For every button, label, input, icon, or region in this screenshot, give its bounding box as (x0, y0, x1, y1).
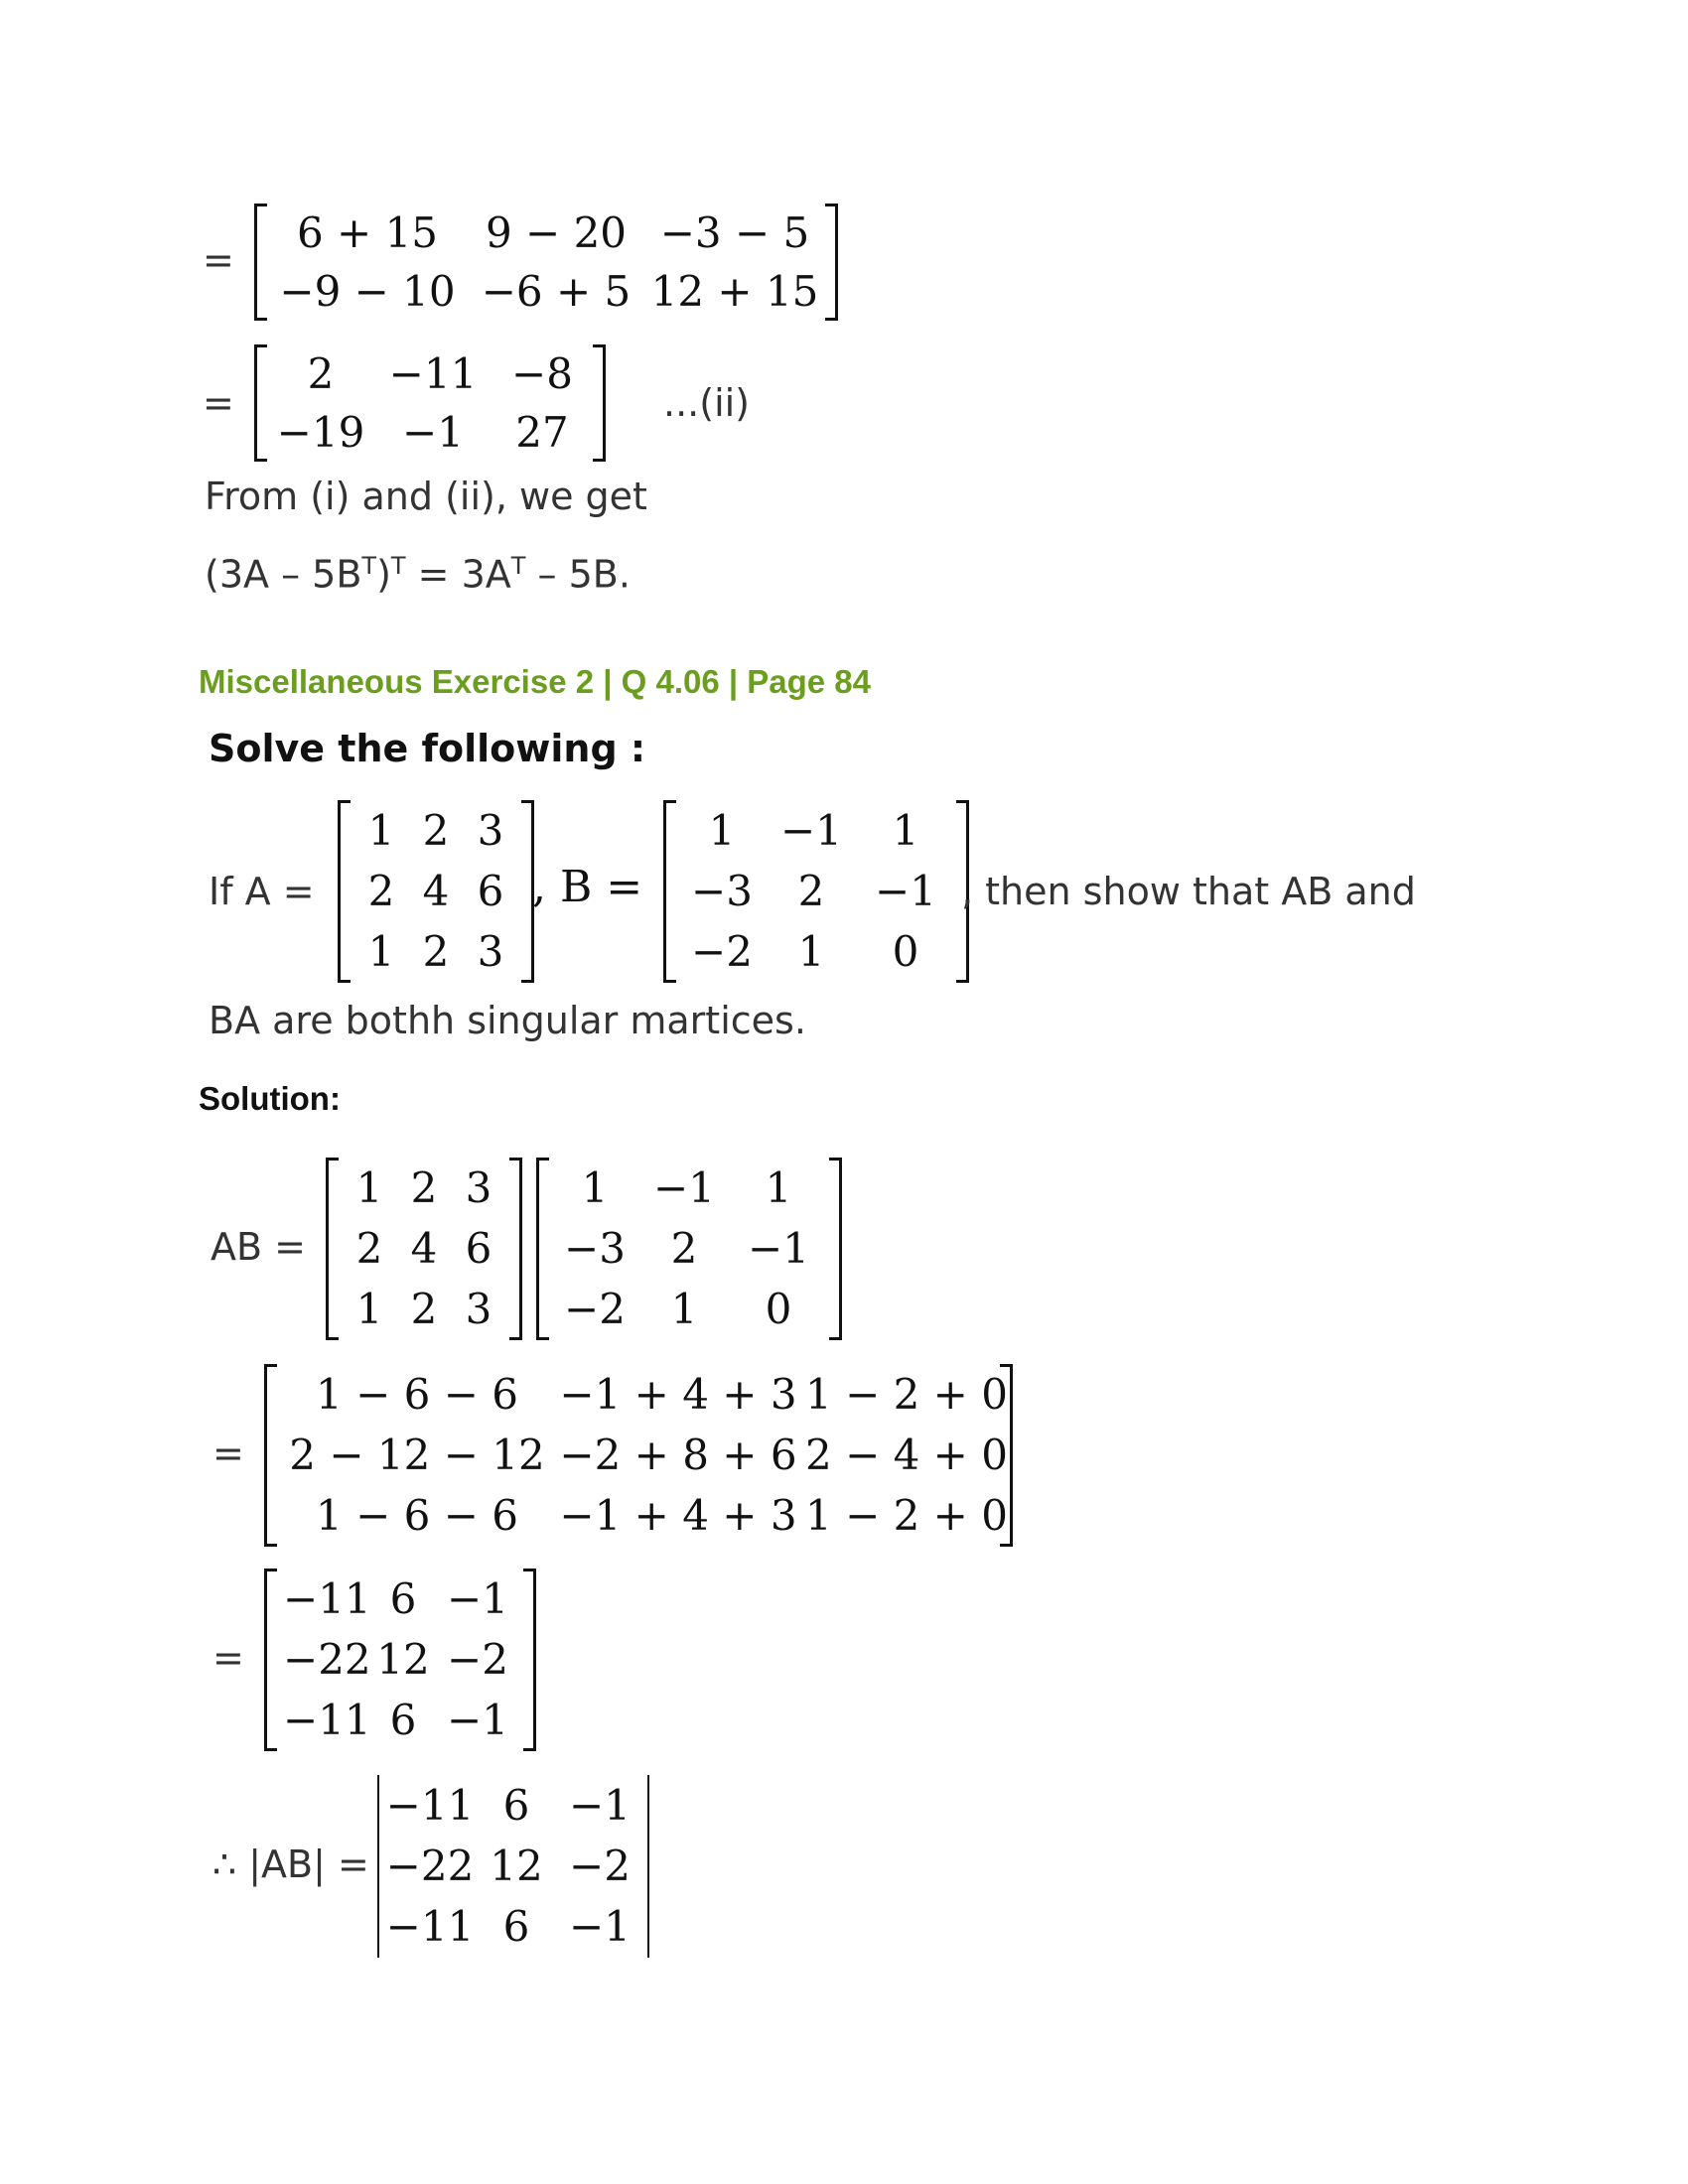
matrix-cell: 3 (465, 1285, 492, 1334)
solution-matrix-a (326, 1158, 522, 1340)
matrix-cell: −1 (569, 1902, 631, 1952)
matrix-cell: 2 (422, 805, 450, 855)
matrix-cell: 9 − 20 (485, 207, 628, 257)
product-result-matrix (264, 1569, 536, 1751)
matrix-cell: −2 (564, 1285, 626, 1334)
matrix-b (663, 800, 969, 983)
matrix-cell: 27 (515, 407, 569, 457)
matrix-cell: 1 − 6 − 6 (316, 1369, 518, 1419)
matrix-cell: −22 (385, 1841, 475, 1890)
matrix-cell: 2 (797, 866, 825, 915)
matrix-cell: −1 (653, 1162, 715, 1212)
section-heading: Miscellaneous Exercise 2 | Q 4.06 | Page 84 (199, 663, 872, 700)
question-line-2: BA are bothh singular martices. (209, 999, 806, 1042)
matrix-cell: 2 − 4 + 0 (805, 1430, 1008, 1479)
matrix-cell: −1 (748, 1223, 809, 1273)
expanded-product-matrix (264, 1364, 1013, 1547)
matrix-cell: 2 (422, 927, 450, 977)
matrix-cell: 6 (465, 1223, 492, 1273)
matrix-cell: 6 (502, 1902, 530, 1952)
matrix-cell: −3 − 5 (659, 207, 810, 257)
matrix-cell: 3 (477, 927, 504, 977)
matrix-cell: 1 (581, 1162, 609, 1212)
ab-label: AB = (211, 1225, 306, 1269)
matrix-cell: 2 (367, 866, 395, 915)
matrix-cell: 6 (389, 1573, 417, 1623)
matrix-cell: 1 (355, 1285, 383, 1334)
matrix-cell: −8 (511, 348, 573, 398)
matrix-cell: 3 (465, 1162, 492, 1212)
matrix-cell: 1 (367, 927, 395, 977)
matrix-cell: 1 (670, 1285, 698, 1334)
equals-sign-1: = (203, 238, 234, 282)
equals-sign-4: = (212, 1636, 244, 1680)
matrix-cell: 3 (477, 805, 504, 855)
matrix-cell: 2 (410, 1162, 438, 1212)
then-text: , then show that AB and (961, 870, 1416, 913)
matrix-cell: −11 (385, 1902, 475, 1952)
if-a-label: If A = (209, 870, 315, 913)
matrix-cell: −6 + 5 (481, 266, 632, 316)
matrix-cell: −1 + 4 + 3 (559, 1491, 797, 1541)
matrix-cell: 0 (765, 1285, 792, 1334)
determinant-ab (377, 1775, 649, 1958)
matrix-cell: 4 (410, 1223, 438, 1273)
matrix-cell: −19 (276, 407, 365, 457)
matrix-cell: 12 + 15 (650, 266, 819, 316)
from-line: From (i) and (ii), we get (205, 475, 647, 518)
matrix-cell: −3 (564, 1223, 626, 1273)
matrix-cell: −11 (283, 1696, 371, 1745)
matrix-cell: 1 (708, 805, 736, 855)
matrix-cell: −1 (402, 407, 464, 457)
matrix-cell: 1 − 2 + 0 (805, 1491, 1008, 1541)
matrix-cell: 1 (367, 805, 395, 855)
matrix-cell: 0 (892, 927, 919, 977)
matrix-cell: −1 (780, 805, 842, 855)
matrix-sum-expanded (254, 204, 838, 321)
matrix-cell: 2 (355, 1223, 383, 1273)
matrix-cell: −2 (447, 1634, 508, 1684)
matrix-cell: 12 (490, 1841, 543, 1890)
matrix-cell: −11 (385, 1780, 475, 1830)
matrix-cell: 1 (892, 805, 919, 855)
question-title: Solve the following : (209, 727, 646, 770)
matrix-cell: −2 + 8 + 6 (559, 1430, 797, 1479)
matrix-cell: 1 (765, 1162, 792, 1212)
matrix-cell: 2 (307, 348, 335, 398)
matrix-sum-result (254, 344, 606, 462)
matrix-cell: 1 (355, 1162, 383, 1212)
matrix-cell: 2 (670, 1223, 698, 1273)
matrix-cell: −2 (691, 927, 753, 977)
equals-sign-2: = (203, 381, 234, 425)
matrix-cell: −9 − 10 (279, 266, 456, 316)
matrix-cell: 1 − 6 − 6 (316, 1491, 518, 1541)
matrix-cell: −3 (691, 866, 753, 915)
solution-label: Solution: (199, 1080, 341, 1117)
matrix-cell: 6 (389, 1696, 417, 1745)
matrix-cell: −1 (569, 1780, 631, 1830)
matrix-cell: 6 + 15 (296, 207, 439, 257)
matrix-cell: 1 − 2 + 0 (805, 1369, 1008, 1419)
matrix-cell: 6 (477, 866, 504, 915)
matrix-cell: −1 + 4 + 3 (559, 1369, 797, 1419)
matrix-cell: −11 (283, 1573, 371, 1623)
matrix-cell: −2 (569, 1841, 631, 1890)
matrix-cell: 6 (502, 1780, 530, 1830)
result-line: $(3A - 5B^T)^T = 3A^T - 5B$. (205, 552, 631, 597)
matrix-cell: 2 − 12 − 12 (289, 1430, 545, 1479)
matrix-cell: 1 (797, 927, 825, 977)
matrix-cell: 12 (376, 1634, 430, 1684)
matrix-cell: −22 (283, 1634, 371, 1684)
matrix-a (338, 800, 534, 983)
matrix-cell: −11 (388, 348, 478, 398)
matrix-cell: 4 (422, 866, 450, 915)
equation-label-ii: ...(ii) (663, 381, 751, 425)
matrix-cell: 2 (410, 1285, 438, 1334)
matrix-cell: −1 (447, 1573, 508, 1623)
comma-b-label: , B = (532, 862, 643, 912)
equals-sign-3: = (212, 1432, 244, 1475)
matrix-cell: −1 (875, 866, 936, 915)
matrix-cell: −1 (447, 1696, 508, 1745)
determinant-label: ∴ |AB| = (212, 1843, 369, 1886)
solution-matrix-b (536, 1158, 842, 1340)
